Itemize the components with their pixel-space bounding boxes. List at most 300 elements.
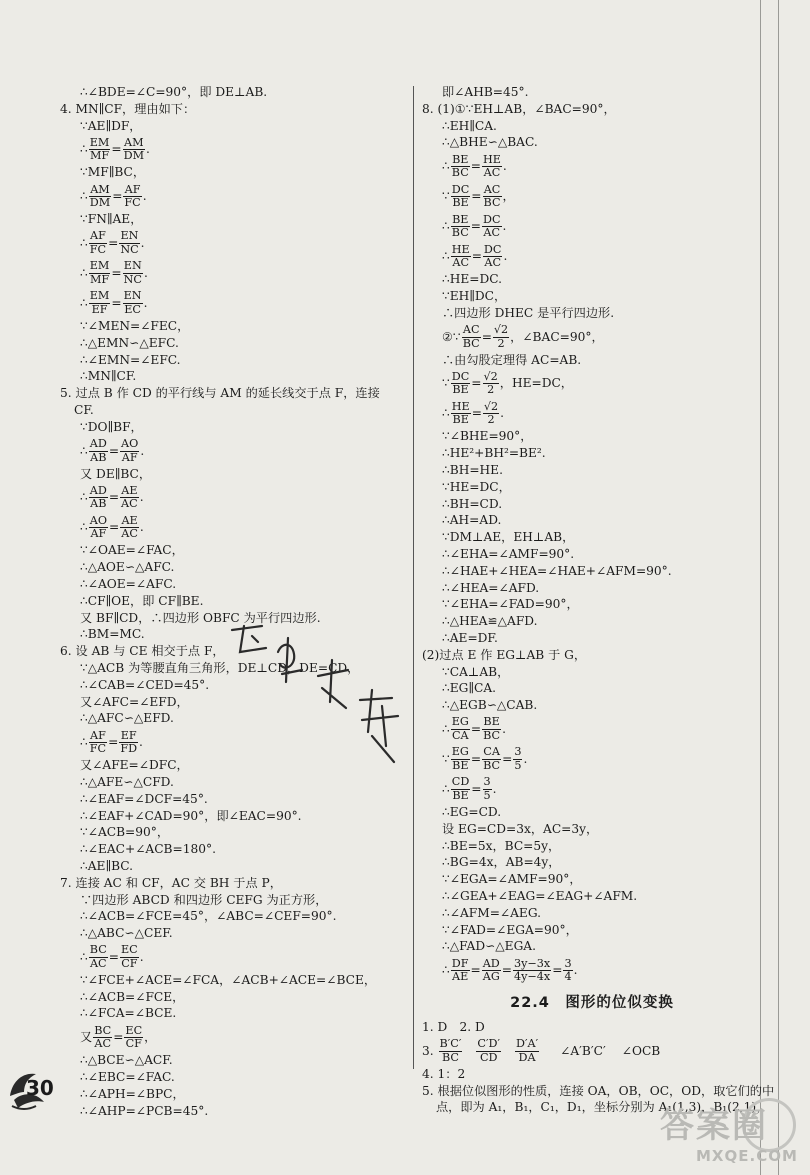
fraction-numerator: B′C′ <box>439 1037 462 1051</box>
equals-sign: = <box>470 159 481 174</box>
angle-answer: ∠A′B′C′ <box>560 1043 606 1058</box>
fraction-denominator: CF <box>121 956 138 970</box>
fraction-numerator: AC <box>483 182 501 196</box>
answer-line: ∴△HEA≌△AFD. <box>442 614 538 629</box>
fraction-denominator: DM <box>123 149 145 163</box>
answer-line: ∴△ABC∽△CEF. <box>80 926 173 941</box>
line-suffix: . <box>502 721 506 736</box>
fraction-denominator: AG <box>482 970 500 984</box>
answer-line: ∴AH=AD. <box>442 513 502 528</box>
fraction-numerator: AF <box>90 728 106 742</box>
answer-line: 7. 连接 AC 和 CF，AC 交 BH 于点 P， <box>60 875 282 890</box>
fraction <box>451 958 470 984</box>
fraction-denominator: CF <box>125 1037 142 1051</box>
fraction-numerator: BC <box>89 943 107 957</box>
fraction-denominator: BC <box>483 196 501 210</box>
fraction-denominator: 4 <box>564 970 572 984</box>
answer-line: ∴EH∥CA. <box>442 118 497 133</box>
answer-line <box>422 398 762 428</box>
fraction-numerator: AM <box>90 182 110 196</box>
fraction-denominator: AC <box>121 527 138 541</box>
fraction <box>89 944 108 970</box>
fraction-denominator: AB <box>90 450 107 464</box>
answer-line <box>422 322 762 352</box>
answer-line: ∴∠AOE=∠AFC. <box>80 576 177 591</box>
line-prefix: ∴ <box>80 490 88 505</box>
angle-answer: ∠OCB <box>621 1043 661 1058</box>
fraction-denominator: AC <box>452 256 470 270</box>
answer-line: ∴∠EAF=∠DCF=45°. <box>80 791 208 806</box>
line-suffix: . <box>146 142 150 157</box>
fraction <box>483 244 503 270</box>
line-suffix: . <box>140 443 145 458</box>
fraction <box>483 184 502 210</box>
answer-line: 又∠AFE=∠DFC， <box>80 758 189 773</box>
fraction <box>451 214 470 240</box>
fraction-denominator: FC <box>124 196 141 210</box>
answer-line <box>60 181 405 211</box>
fraction-denominator: MF <box>89 149 110 163</box>
fraction-numerator: C′D′ <box>477 1037 501 1051</box>
fraction <box>89 485 108 511</box>
answer-line: ∵∠FCE+∠ACE=∠FCA，∠ACB+∠ACE=∠BCE， <box>80 972 377 987</box>
fraction <box>123 260 143 286</box>
fraction-denominator: 2 <box>487 413 495 427</box>
fraction <box>120 485 139 511</box>
answer-line: ∵∠EHA=∠FAD=90°， <box>442 597 579 612</box>
fraction <box>482 746 501 772</box>
fraction <box>483 401 499 427</box>
fraction-numerator: AD <box>89 437 107 451</box>
fraction <box>89 290 111 316</box>
line-suffix: . <box>143 295 148 310</box>
answer-line: ∵CA⊥AB， <box>442 664 510 679</box>
fraction <box>89 438 108 464</box>
fraction-numerator: HE <box>451 399 470 413</box>
answer-line: ∵四边形 ABCD 和四边形 CEFG 为正方形， <box>80 892 328 907</box>
fraction <box>123 184 141 210</box>
line-suffix: . <box>139 735 143 750</box>
fraction-denominator: DA <box>518 1050 536 1064</box>
fraction-wrap <box>438 1037 464 1064</box>
answer-line: ∴∠HEA=∠AFD. <box>442 580 540 595</box>
fraction-numerator: EN <box>123 289 142 303</box>
line-suffix: . <box>500 406 505 421</box>
fraction-denominator: CA <box>452 728 469 742</box>
answer-line: ∴∠EAF+∠CAD=90°，即∠EAC=90°. <box>80 808 302 823</box>
answer-line: ∴△FAD∽△EGA. <box>442 939 536 954</box>
fraction-denominator: BE <box>452 196 469 210</box>
column-divider <box>413 86 414 1069</box>
equals-sign: = <box>108 490 120 505</box>
answer-line: ∵∠OAE=∠FAC， <box>80 543 184 558</box>
answer-line: ∵HE=DC， <box>442 479 511 494</box>
line-prefix: ∵ <box>442 189 450 204</box>
answer-line <box>422 774 762 804</box>
equals-sign: = <box>109 520 120 535</box>
line-prefix: ∵ <box>442 376 450 391</box>
fraction-denominator: MF <box>89 272 110 286</box>
fraction-numerator: BC <box>94 1023 112 1037</box>
answer-line: ∴EG∥CA. <box>442 681 497 696</box>
answer-line: ∵AE∥DF， <box>80 118 142 133</box>
watermark-site: MXQE.COM <box>696 1147 798 1165</box>
answer-line: ∴△AOE∽△AFC. <box>80 560 175 575</box>
equals-sign: = <box>108 949 119 964</box>
answer-line: ∵FN∥AE， <box>80 212 143 227</box>
fraction-denominator: AC <box>484 256 501 270</box>
answer-line: ∴∠AHP=∠PCB=45°. <box>80 1103 209 1118</box>
fraction <box>451 401 471 427</box>
fraction-denominator: CD <box>479 1050 498 1064</box>
answer-line: ∴△AFC∽△EFD. <box>80 711 174 726</box>
answer-line <box>422 151 762 181</box>
fraction-denominator: 5 <box>514 758 522 772</box>
answer-line: ∴HE²+BH²=BE². <box>442 446 546 461</box>
fraction-denominator: BC <box>441 1050 459 1064</box>
answer-line: ∴△BHE∽△BAC. <box>442 135 538 150</box>
answer-line <box>60 228 405 258</box>
fraction <box>89 730 107 756</box>
answer-line: ∴EG=CD. <box>442 804 502 819</box>
answer-line: ∴∠GEA+∠EAG=∠EAG+∠AFM. <box>442 888 638 903</box>
line-suffix: . <box>502 219 507 234</box>
line-prefix: ∴ <box>442 963 450 978</box>
fraction-numerator: AO <box>89 513 108 527</box>
answer-line <box>422 744 762 774</box>
fraction <box>120 944 139 970</box>
line-suffix: . <box>143 265 148 280</box>
fraction-denominator: AC <box>121 497 138 511</box>
fraction-denominator: EF <box>91 302 108 316</box>
line-suffix: . <box>140 235 145 250</box>
fraction-numerator: EN <box>120 229 139 243</box>
line-suffix: ， <box>144 1030 157 1045</box>
fraction-numerator: EM <box>89 259 110 273</box>
line-suffix: ，HE=DC， <box>499 376 573 391</box>
line-prefix: ∴ <box>80 443 88 458</box>
answer-line: 点，即为 A₁，B₁，C₁，D₁，坐标分别为 A₁(1,3)，B₁(2,1)， <box>436 1100 769 1115</box>
equals-sign: = <box>471 249 482 264</box>
fraction-denominator: AC <box>483 166 501 180</box>
answer-line: ∵∠EGA=∠AMF=90°， <box>442 872 582 887</box>
line-prefix: ∴ <box>80 189 88 204</box>
fraction-numerator: AO <box>121 437 139 451</box>
answer-line: ∴∠AFM=∠AEG. <box>442 905 541 920</box>
answer-line <box>60 258 405 288</box>
watermark <box>660 1098 798 1165</box>
fraction <box>483 776 492 802</box>
answer-line: 又 BF∥CD，∴四边形 OBFC 为平行四边形. <box>80 610 321 625</box>
right-answer-list <box>422 84 762 985</box>
line-prefix: 又 <box>80 1030 93 1045</box>
answer-line: (2)过点 E 作 EG⊥AB 于 G， <box>422 647 587 662</box>
fraction <box>439 1038 463 1064</box>
fraction <box>89 137 111 163</box>
equals-sign: = <box>470 963 481 978</box>
fraction-denominator: 2 <box>497 336 505 350</box>
fraction-denominator: AB <box>90 497 107 511</box>
equals-sign: = <box>108 443 120 458</box>
fraction-denominator: BE <box>452 413 469 427</box>
right-answer-column <box>422 84 775 1116</box>
equals-sign: = <box>471 781 482 796</box>
answer-line: ∴MN∥CF. <box>80 369 137 384</box>
line-prefix: ②∵ <box>442 329 461 344</box>
answer-line: ∴CF∥OE，即 CF∥BE. <box>80 593 204 608</box>
answer-line <box>422 211 762 241</box>
answer-line: 设 EG=CD=3x，AC=3y， <box>442 821 599 836</box>
line-prefix: ∴ <box>442 159 450 174</box>
answer-line: CF. <box>74 402 94 417</box>
fraction-denominator: BE <box>452 758 469 772</box>
equals-sign: = <box>108 735 119 750</box>
fraction-numerator: EC <box>125 1023 143 1037</box>
line-suffix: . <box>492 781 497 796</box>
fraction-denominator: NC <box>120 242 139 256</box>
fraction-denominator: BE <box>452 383 469 397</box>
answer-line: 5. 根据位似图形的性质，连接 OA，OB，OC，OD，取它们的中 <box>422 1083 775 1098</box>
equals-sign: = <box>470 751 482 766</box>
equals-sign: = <box>471 189 482 204</box>
answer-line: ∴∠EAC+∠ACB=180°. <box>80 842 216 857</box>
fraction-numerator: √2 <box>493 323 509 337</box>
line-suffix: . <box>523 751 528 766</box>
answer-line: 又∠AFC=∠EFD， <box>80 694 189 709</box>
line-suffix: . <box>142 189 147 204</box>
fraction-numerator: 3y−3x <box>514 956 551 970</box>
answer-line: ∴BH=HE. <box>442 462 503 477</box>
left-answer-column <box>60 84 405 1119</box>
answer-line: ∴∠EBC=∠FAC. <box>80 1070 175 1085</box>
fraction <box>119 230 139 256</box>
fraction-denominator: EC <box>124 302 141 316</box>
equals-sign: = <box>113 1030 124 1045</box>
answer-line: ∵∠ACB=90°， <box>80 825 170 840</box>
fraction-numerator: DC <box>451 369 470 383</box>
fraction <box>89 230 107 256</box>
line-suffix: . <box>503 249 508 264</box>
equals-sign: = <box>552 963 563 978</box>
fraction <box>482 716 501 742</box>
answer-line: ∴△AFE∽△CFD. <box>80 774 174 789</box>
fraction <box>89 184 111 210</box>
fraction-numerator: DC <box>451 182 470 196</box>
fraction <box>451 746 470 772</box>
answer-line <box>422 241 762 271</box>
fraction-denominator: BC <box>483 758 501 772</box>
answer-line: ∴∠APH=∠BPC， <box>80 1086 185 1101</box>
answer-line <box>422 181 762 211</box>
fraction <box>493 324 509 350</box>
answer-line <box>422 1036 762 1066</box>
line-suffix: . <box>139 949 144 964</box>
line-prefix: ∴ <box>442 249 450 264</box>
fraction-numerator: EM <box>89 289 110 303</box>
fraction <box>513 746 522 772</box>
fraction-numerator: BE <box>452 152 469 166</box>
answer-line: ∵∠MEN=∠FEC， <box>80 318 190 333</box>
fraction <box>451 244 471 270</box>
equals-sign: = <box>471 376 482 391</box>
line-suffix: . <box>139 490 144 505</box>
answer-line: ∴∠EMN=∠EFC. <box>80 352 181 367</box>
fraction-numerator: EG <box>451 745 469 759</box>
line-prefix: ∴ <box>80 735 88 750</box>
fraction-numerator: AE <box>121 513 138 527</box>
line-prefix: ∴ <box>80 265 88 280</box>
line-prefix: ∴ <box>442 781 450 796</box>
fraction <box>482 958 501 984</box>
answer-line: ∴BG=4x，AB=4y， <box>442 855 561 870</box>
fraction <box>120 438 139 464</box>
answer-line: ∴BH=CD. <box>442 496 503 511</box>
answer-line: ∴HE=DC. <box>442 272 503 287</box>
line-prefix: ∴ <box>80 949 88 964</box>
fraction-numerator: AC <box>462 323 480 337</box>
fraction-denominator: DM <box>89 196 111 210</box>
answer-line: 5. 过点 B 作 CD 的平行线与 AM 的延长线交于点 F，连接 <box>60 386 380 401</box>
answer-line <box>60 134 405 164</box>
line-prefix: ∴ <box>80 235 88 250</box>
answer-line: 6. 设 AB 与 CE 相交于点 F， <box>60 644 225 659</box>
fraction-numerator: AF <box>90 229 106 243</box>
equals-sign: = <box>111 265 122 280</box>
answer-line: 1. D 2. D <box>422 1020 485 1035</box>
fraction-numerator: HE <box>482 152 501 166</box>
fraction-denominator: BC <box>483 728 501 742</box>
equals-sign: = <box>108 235 119 250</box>
fraction-numerator: HE <box>451 242 470 256</box>
fraction-numerator: 3 <box>514 745 522 759</box>
page-edge-line <box>778 0 779 1175</box>
equals-sign: = <box>481 329 492 344</box>
fraction-numerator: AE <box>121 483 138 497</box>
fraction <box>462 324 481 350</box>
line-prefix: ∵ <box>442 751 450 766</box>
fraction <box>124 1025 143 1051</box>
answer-line: ∴AE=DF. <box>442 630 498 645</box>
answer-line: ∴∠FCA=∠BCE. <box>80 1006 177 1021</box>
equals-sign: = <box>112 189 123 204</box>
answer-line <box>60 727 405 757</box>
answer-line <box>60 1022 405 1052</box>
line-suffix: . <box>139 520 144 535</box>
fraction <box>451 716 470 742</box>
fraction-denominator: FD <box>120 742 138 756</box>
fraction-numerator: √2 <box>483 399 499 413</box>
answer-line: ∴BE=5x，BC=5y， <box>442 838 561 853</box>
fraction-numerator: BE <box>483 715 500 729</box>
watermark-brand: 答案圈 <box>660 1106 768 1146</box>
answer-line: ∴∠ACB=∠FCE=45°，∠ABC=∠CEF=90°. <box>80 909 337 924</box>
answer-line: ∴由勾股定理得 AC=AB. <box>442 352 582 367</box>
answer-line <box>422 955 762 985</box>
fraction <box>482 154 502 180</box>
fraction <box>451 776 471 802</box>
fraction <box>89 260 111 286</box>
fraction <box>476 1038 501 1064</box>
answer-line <box>60 288 405 318</box>
fraction-numerator: EF <box>120 728 137 742</box>
fraction-numerator: D′A′ <box>516 1037 539 1051</box>
fraction-denominator: BC <box>451 166 469 180</box>
fraction <box>93 1025 112 1051</box>
answer-line <box>60 512 405 542</box>
fraction-denominator: BC <box>462 336 480 350</box>
fraction <box>451 371 471 397</box>
answer-line: ∴∠CAB=∠CED=45°. <box>80 677 210 692</box>
fraction-numerator: EN <box>123 259 142 273</box>
fraction-numerator: BE <box>452 212 469 226</box>
line-suffix: ， <box>502 189 515 204</box>
equals-sign: = <box>111 295 122 310</box>
answer-line: ∵∠FAD=∠EGA=90°， <box>442 922 578 937</box>
equals-sign: = <box>471 406 482 421</box>
fraction-numerator: 3 <box>564 956 572 970</box>
answer-line: ∵DO∥BF， <box>80 419 143 434</box>
fraction-denominator: FC <box>89 742 107 756</box>
answer-line: ∵MF∥BC， <box>80 165 146 180</box>
fraction <box>515 1038 539 1064</box>
fraction-numerator: EC <box>120 943 138 957</box>
fraction-denominator: AF <box>121 450 138 464</box>
answer-line: ∴BM=MC. <box>80 627 145 642</box>
fraction-denominator: FC <box>89 242 107 256</box>
answer-line <box>422 368 762 398</box>
answer-line: ∴∠BDE=∠C=90°，即 DE⊥AB. <box>80 85 268 99</box>
fraction <box>563 958 572 984</box>
fraction <box>451 184 471 210</box>
fraction-numerator: CD <box>451 775 470 789</box>
fraction <box>89 515 108 541</box>
answer-line: ∴四边形 DHEC 是平行四边形. <box>442 305 615 320</box>
fraction-denominator: 2 <box>487 383 495 397</box>
line-suffix: ，∠BAC=90°， <box>510 329 604 344</box>
fraction-numerator: EG <box>451 715 469 729</box>
equals-sign: = <box>470 219 481 234</box>
answer-line: ∵EH∥DC， <box>442 288 507 303</box>
fraction-denominator: BE <box>452 788 469 802</box>
answer-line: ∵∠BHE=90°， <box>442 429 533 444</box>
fraction-numerator: DF <box>451 956 469 970</box>
answer-line: ∴AE∥BC. <box>80 858 134 873</box>
line-suffix: . <box>502 159 507 174</box>
answer-line: 即∠AHB=45°. <box>442 85 529 99</box>
fraction-numerator: AM <box>124 135 144 149</box>
answer-line <box>60 436 405 466</box>
fraction-numerator: DC <box>482 212 501 226</box>
fraction-denominator: AC <box>94 1037 111 1051</box>
answer-line <box>60 942 405 972</box>
answer-line: 4. MN∥CF，理由如下： <box>60 101 196 116</box>
equals-sign: = <box>501 963 512 978</box>
fraction <box>120 515 139 541</box>
line-suffix: . <box>573 963 578 978</box>
fraction-denominator: 4y−4x <box>514 970 551 984</box>
line-prefix: ∴ <box>80 295 88 310</box>
answer-line: ∴△EGB∽△CAB. <box>442 698 538 713</box>
fraction-numerator: DC <box>483 242 502 256</box>
fraction-denominator: BC <box>451 226 469 240</box>
answer-line: ∴△EMN∽△EFC. <box>80 335 179 350</box>
answer-line: ∵△ACB 为等腰直角三角形，DE⊥CD，DE=CD， <box>80 660 360 675</box>
equals-sign: = <box>470 721 482 736</box>
fraction-numerator: 3 <box>483 775 491 789</box>
line-prefix: ∴ <box>442 219 450 234</box>
fraction <box>513 958 551 984</box>
line-prefix: ∴ <box>80 142 88 157</box>
